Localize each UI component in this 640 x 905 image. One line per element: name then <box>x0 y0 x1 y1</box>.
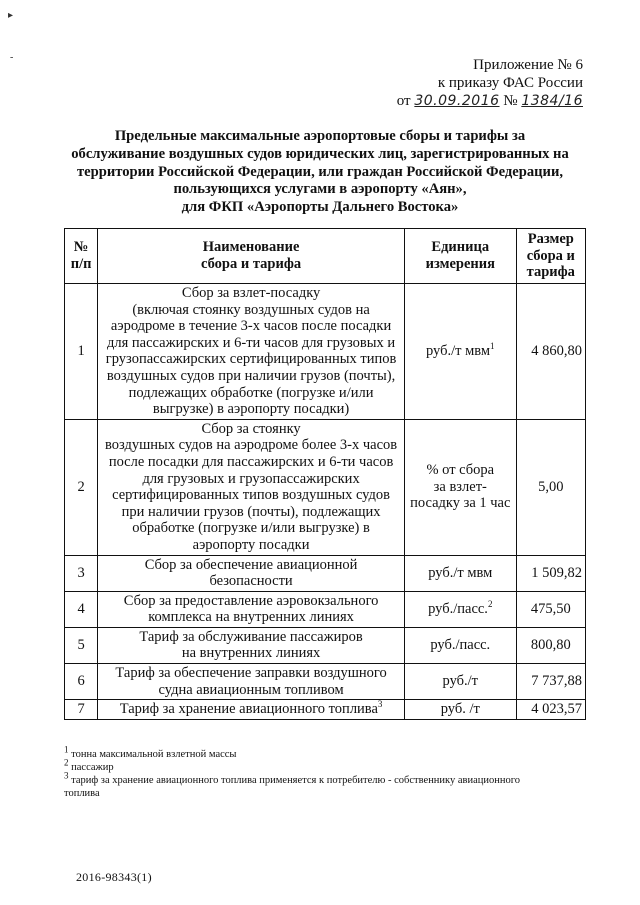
row-num: 3 <box>65 555 98 591</box>
footnote-3-continuation: топлива <box>64 788 100 799</box>
row-num: 2 <box>65 419 98 555</box>
title-line: для ФКП «Аэропорты Дальнего Востока» <box>181 199 459 216</box>
appendix-block <box>0 56 583 110</box>
document-title <box>40 128 600 217</box>
row-unit: руб./т мвм$^1$ <box>404 284 516 420</box>
header-num: № п/п <box>65 229 98 284</box>
handwritten-number: 1384/16 <box>521 93 583 109</box>
row-name: Тариф за хранение авиационного топлива$^3$ <box>98 700 405 720</box>
footnote-2: $^2$ пассажир <box>64 757 114 773</box>
row-num: 7 <box>65 700 98 720</box>
row-unit: руб./пасс. <box>404 627 516 663</box>
row-name: Сбор за взлет-посадку (включая стоянку воздушных судов на аэродроме в течение 3-х часов после посадки для пассажирских и 6-ти часов для грузовых и грузопассажирских сертифицированных типов воздушных судов при наличии грузов (почты), подлежащих обработке (погрузке и/или выгрузке) в аэропорту посадки) <box>98 284 405 420</box>
document-number: 2016-98343(1) <box>76 870 152 884</box>
row-num: 1 <box>65 284 98 420</box>
header-name: Наименование сбора и тарифа <box>98 229 405 284</box>
handwritten-date: 30.09.2016 <box>414 93 500 109</box>
row-unit: руб./т <box>404 664 516 700</box>
table-row <box>65 419 586 555</box>
header-value: Размер сбора и тарифа <box>516 229 585 284</box>
row-name: Сбор за обеспечение авиационной безопасности <box>98 555 405 591</box>
row-value: 4 023,57 <box>516 700 585 720</box>
table-row <box>65 284 586 420</box>
row-num: 6 <box>65 664 98 700</box>
table-header-row <box>65 229 586 284</box>
row-unit: % от сбора за взлет- посадку за 1 час <box>404 419 516 555</box>
row-unit: руб./т мвм <box>404 555 516 591</box>
row-value: 4 860,80 <box>516 284 585 420</box>
title-line: обслуживание воздушных судов юридических лиц, зарегистрированных на <box>71 145 569 162</box>
tariffs-table <box>64 228 586 720</box>
row-num: 4 <box>65 591 98 627</box>
row-name: Сбор за предоставление аэровокзального комплекса на внутренних линиях <box>98 591 405 627</box>
table-row <box>65 591 586 627</box>
row-unit: руб./пасс.$^2$ <box>404 591 516 627</box>
table-row <box>65 700 586 720</box>
row-name: Тариф за обеспечение заправки воздушного судна авиационным топливом <box>98 664 405 700</box>
table-row <box>65 664 586 700</box>
title-line: Предельные максимальные аэропортовые сборы и тарифы за <box>114 128 526 144</box>
footnote-3: $^3$ тариф за хранение авиационного топлива применяется к потребителю - собственнику авиационного <box>64 770 521 786</box>
table-row <box>65 627 586 663</box>
table-row <box>65 555 586 591</box>
header-unit: Единица измерения <box>404 229 516 284</box>
row-value: 5,00 <box>516 419 585 555</box>
title-line: пользующихся услугами в аэропорту «Аян», <box>173 181 467 198</box>
scan-mark: - <box>10 52 14 63</box>
number-prefix: № <box>503 93 518 109</box>
row-value: 800,80 <box>516 627 585 663</box>
footnotes <box>64 744 584 800</box>
appendix-title: Приложение № 6 <box>473 57 583 73</box>
row-value: 475,50 <box>516 591 585 627</box>
row-value: 7 737,88 <box>516 664 585 700</box>
row-value: 1 509,82 <box>516 555 585 591</box>
appendix-order: к приказу ФАС России <box>437 75 583 91</box>
row-num: 5 <box>65 627 98 663</box>
row-unit: руб. /т <box>404 700 516 720</box>
row-name: Сбор за стоянку воздушных судов на аэродроме более 3-х часов после посадки для пассажирских и 6-ти часов для грузовых и грузопассажирских сертифицированных типов воздушных судов при наличии грузов (почты), подлежащих обработке (погрузке и/или выгрузке) в аэропорту посадки <box>98 419 405 555</box>
row-name: Тариф за обслуживание пассажиров на внутренних линиях <box>98 627 405 663</box>
appendix-date-line <box>0 92 583 110</box>
title-line: территории Российской Федерации, или граждан Российской Федерации, <box>76 163 564 180</box>
scan-mark: ▸ <box>8 10 14 21</box>
date-prefix: от <box>396 93 411 109</box>
footnote-1: $^1$ тонна максимальной взлетной массы <box>64 744 237 760</box>
